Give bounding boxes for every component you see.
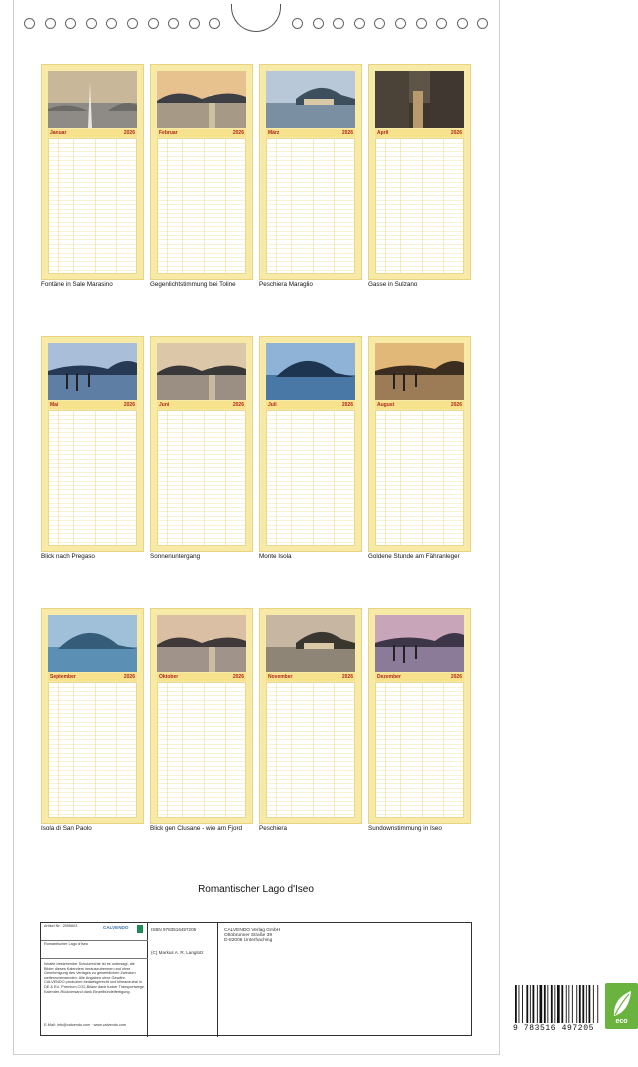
month-year: 2026 (232, 674, 244, 680)
month-name: Juli (268, 402, 277, 408)
binding-hole (354, 18, 365, 29)
binding-hole (189, 18, 200, 29)
month-name: Dezember (377, 674, 401, 680)
binding-hole (65, 18, 76, 29)
barcode-bars (513, 985, 603, 1023)
title-row (41, 941, 148, 959)
binding-hole (127, 18, 138, 29)
month-header (157, 673, 246, 681)
month-year: 2026 (232, 402, 244, 408)
day-grid (266, 682, 355, 818)
binding-hole (24, 18, 35, 29)
calvendo-logo-mark (137, 925, 143, 933)
info-column-middle (148, 923, 218, 1037)
day-grid (375, 410, 464, 546)
day-grid (157, 138, 246, 274)
publisher-street: Ottobrunner Straße 39 (224, 933, 272, 938)
month-caption: Monte Isola (259, 553, 292, 560)
day-grid (375, 138, 464, 274)
binding-hole (436, 18, 447, 29)
month-header (375, 673, 464, 681)
day-grid (48, 682, 137, 818)
article-row (41, 923, 148, 941)
binding-hole (292, 18, 303, 29)
binding-hole (374, 18, 385, 29)
binding-hole (106, 18, 117, 29)
article-number: Artikel Nr.: 2595603 (44, 924, 78, 928)
month-name: November (268, 674, 293, 680)
month-page (368, 64, 471, 280)
publisher-name: CALVENDO Verlag GmbH (224, 928, 281, 933)
day-grid (266, 138, 355, 274)
day-grid (266, 410, 355, 546)
binding-hole (477, 18, 488, 29)
binding-hole (148, 18, 159, 29)
binding-hole (45, 18, 56, 29)
calvendo-logo: CALVENDO (103, 925, 129, 930)
month-name: Juni (159, 402, 170, 408)
day-grid (48, 410, 137, 546)
month-caption: Isola di San Paolo (41, 825, 92, 832)
month-photo (375, 615, 464, 672)
month-page (41, 336, 144, 552)
month-page (41, 64, 144, 280)
month-name: August (377, 402, 395, 408)
month-photo (157, 71, 246, 128)
month-caption: Blick gen Clusane - wie am Fjord (150, 825, 243, 832)
month-page (259, 64, 362, 280)
month-year: 2026 (450, 402, 462, 408)
month-year: 2026 (123, 130, 135, 136)
month-caption: Gegenlichtstimmung bei Toline (150, 281, 236, 288)
day-grid (157, 682, 246, 818)
month-page (368, 608, 471, 824)
month-page (368, 336, 471, 552)
barcode (513, 985, 603, 1031)
month-photo (48, 343, 137, 400)
month-year: 2026 (450, 130, 462, 136)
month-caption: Blick nach Pregaso (41, 553, 95, 560)
product-title: Romantischer Lago d'Iseo (44, 942, 88, 946)
day-grid (48, 138, 137, 274)
month-page (150, 608, 253, 824)
day-grid (157, 410, 246, 546)
month-header (48, 401, 137, 409)
month-caption: Gasse in Sulzano (368, 281, 418, 288)
month-page (259, 336, 362, 552)
binding-hole (313, 18, 324, 29)
binding-hole (395, 18, 406, 29)
month-header (48, 129, 137, 137)
binding-hole (457, 18, 468, 29)
copyright: (C) Markus A. R. Langlotz (151, 950, 204, 955)
day-grid (375, 682, 464, 818)
month-name: März (268, 130, 280, 136)
month-year: 2026 (123, 674, 135, 680)
month-header (48, 673, 137, 681)
month-photo (266, 615, 355, 672)
month-header (266, 129, 355, 137)
publisher-city: D-82008 Unterhaching (224, 938, 273, 943)
month-photo (375, 343, 464, 400)
month-caption: Goldene Stunde am Fähranleger (368, 553, 460, 560)
month-name: September (50, 674, 76, 680)
month-page (150, 64, 253, 280)
month-name: Mai (50, 402, 59, 408)
binding-hole (86, 18, 97, 29)
eco-badge (605, 983, 638, 1029)
month-header (266, 673, 355, 681)
month-photo (157, 615, 246, 672)
month-photo (48, 615, 137, 672)
month-year: 2026 (450, 674, 462, 680)
month-header (266, 401, 355, 409)
month-name: Oktober (159, 674, 179, 680)
binding-hole (416, 18, 427, 29)
binding-hole (168, 18, 179, 29)
eco-label: eco (615, 1018, 628, 1025)
month-photo (266, 343, 355, 400)
info-column-right (218, 923, 628, 1037)
month-name: Februar (159, 130, 178, 136)
month-page (41, 608, 144, 824)
legal-text: Inhalte bestehender Schutzrechte ist es untersagt, die Bilder dieses Kalenders herauszutrennen und ohne Genehmigung des Verlages zu gewerblichen Zwecken weiterzuverwenden. Alle Angaben ohne Gewähr. CALVENDO produziert bedarfsgerecht und klimaneutral in DE & EU. Premium CO2-Bilanz dank tucker Transportwege. Kalender-Rückversand dank Einzelbündelfertigung. (44, 962, 145, 994)
info-column-left (41, 923, 148, 1037)
month-caption: Peschiera Maraglio (259, 281, 313, 288)
month-caption: Fontäne in Sale Marasino (41, 281, 113, 288)
binding-hole (209, 18, 220, 29)
isbn: ISBN 9783516497205 (151, 927, 197, 932)
product-info-box (40, 922, 628, 1036)
month-year: 2026 (123, 402, 135, 408)
month-photo (375, 71, 464, 128)
month-photo (48, 71, 137, 128)
barcode-digits: 9 783516 497205 (513, 1024, 595, 1033)
month-caption: Sonnenuntergang (150, 553, 201, 560)
month-header (157, 401, 246, 409)
month-year: 2026 (341, 402, 353, 408)
month-name: Januar (50, 130, 67, 136)
month-year: 2026 (232, 130, 244, 136)
month-header (157, 129, 246, 137)
month-caption: Sundownstimmung in Iseo (368, 825, 442, 832)
month-caption: Peschiera (259, 825, 288, 832)
month-header (375, 129, 464, 137)
month-year: 2026 (341, 674, 353, 680)
month-page (150, 336, 253, 552)
contact-line: E-Mail: info@calvendo.com · www.calvendo.com (44, 1023, 127, 1027)
calendar-title: Romantischer Lago d'Iseo (198, 884, 314, 895)
month-photo (266, 71, 355, 128)
month-photo (157, 343, 246, 400)
month-year: 2026 (341, 130, 353, 136)
binding-hole (333, 18, 344, 29)
month-header (375, 401, 464, 409)
month-page (259, 608, 362, 824)
month-name: April (377, 130, 389, 136)
